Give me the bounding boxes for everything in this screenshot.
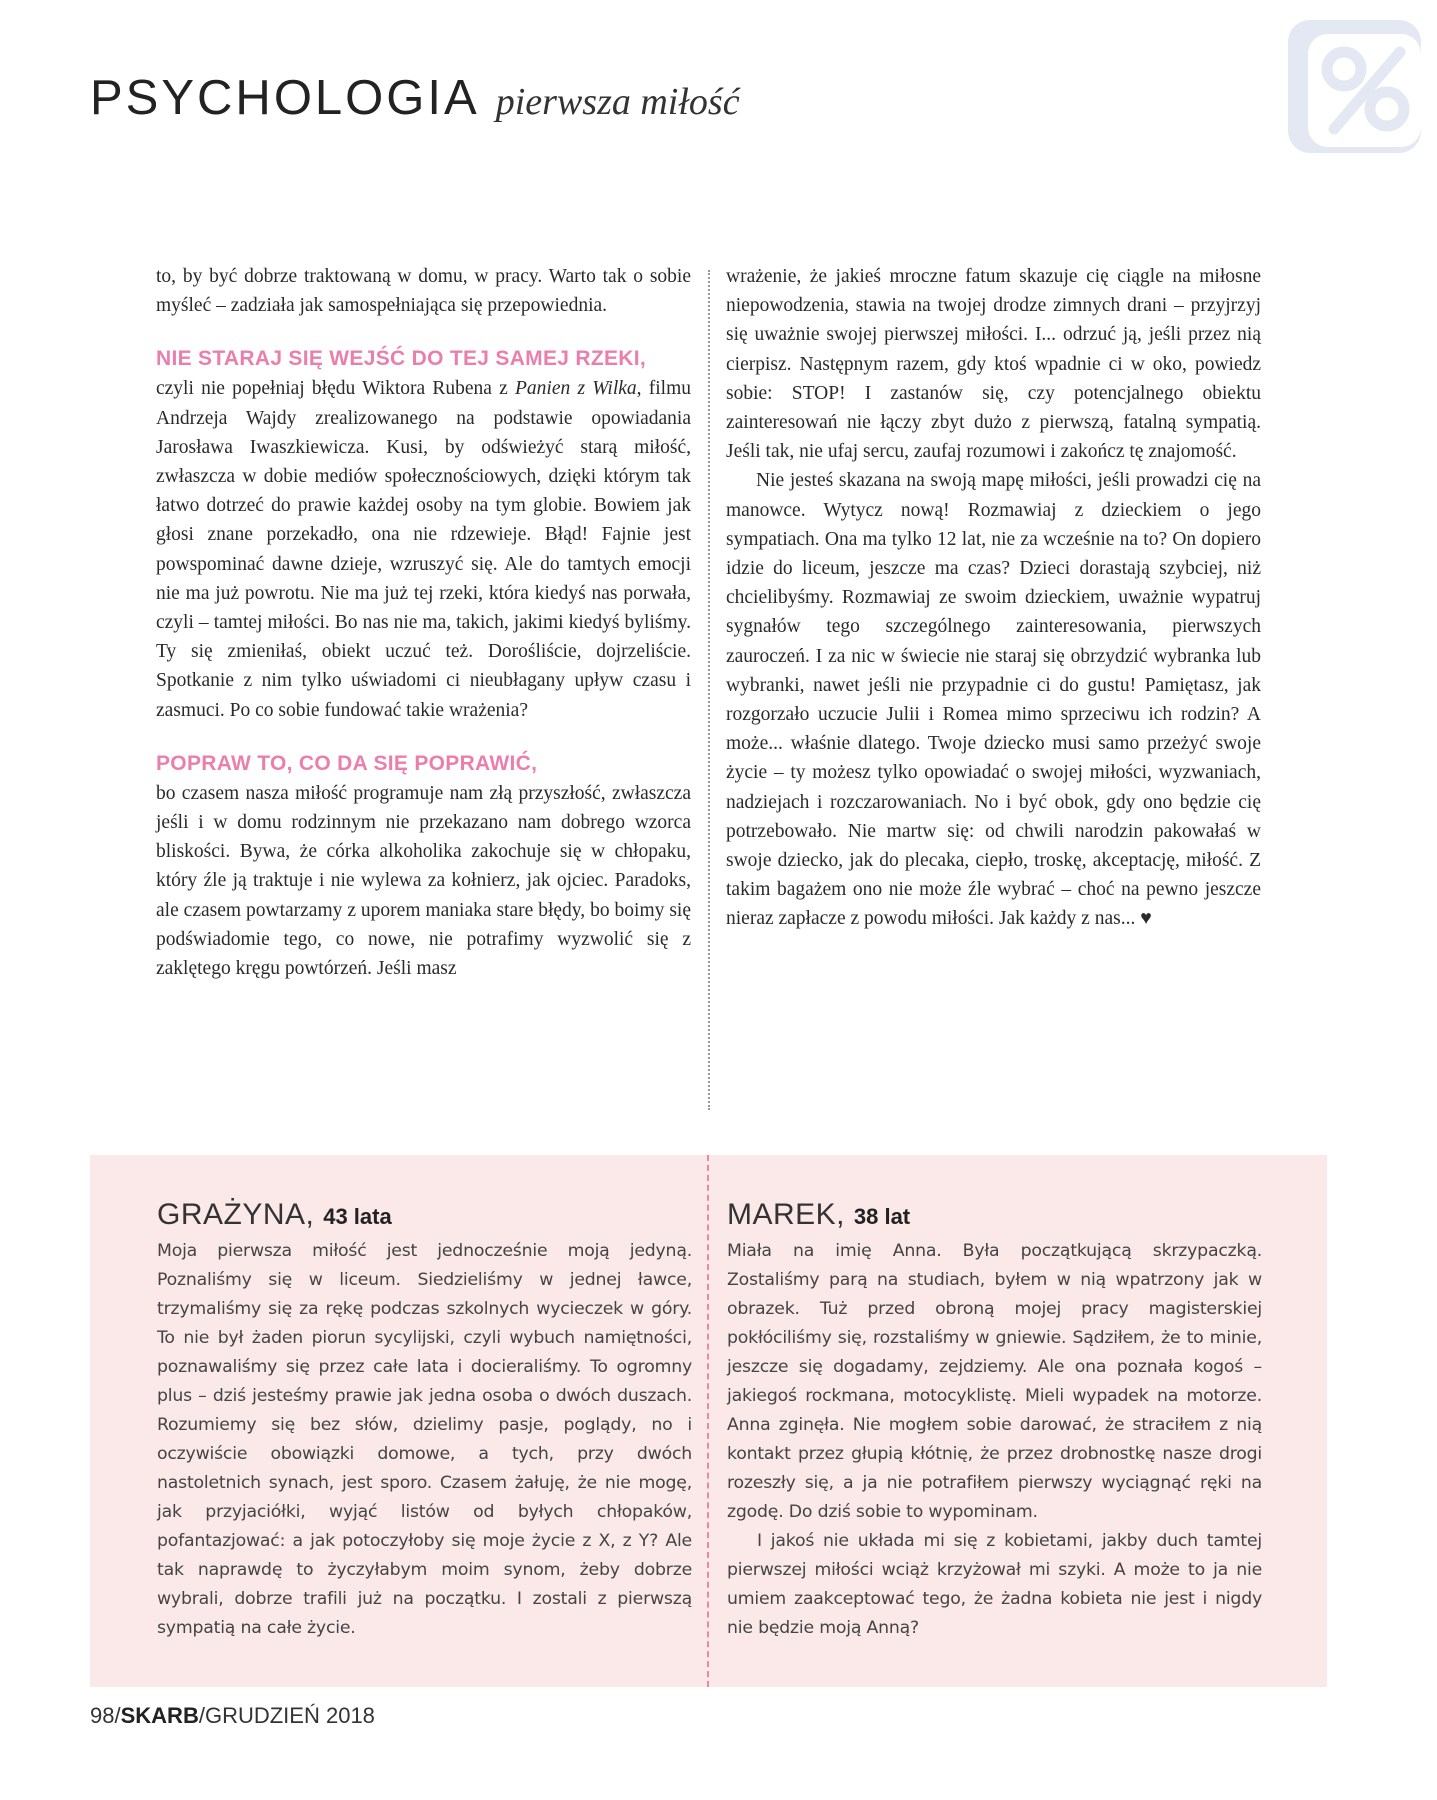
testimonial-text: I jakoś nie układa mi się z kobietami, jakby duch tamtej pierwszej miłości wciąż krzyżował mi szyki. A może to ja nie umiem zaakceptować tego, że żadna kobieta nie jest i nigdy nie będzie moją Anną?: [727, 1531, 1262, 1638]
article-paragraph: bo czasem nasza miłość programuje nam złą przyszłość, zwłaszcza jeśli i w domu rodzinnym nie przekazano nam dobrego wzorca bliskości. Bywa, że córka alkoholika zakochuje się w chłopaku, który źle ją traktuje i nie wylewa za kołnierz, jak ojciec. Paradoks, ale czasem powtarzamy z uporem maniaka stare błędy, bo boimy się podświadomie tego, co nowe, nie potrafimy wyzwolić się z zaklętego kręgu powtórzeń. Jeśli masz: [156, 782, 691, 980]
testimonial-name: MAREK,: [727, 1198, 846, 1231]
testimonial-text: Miała na imię Anna. Była początkującą skrzypaczką. Zostaliśmy parą na studiach, byłem w nią wpatrzony jak w obrazek. Tuż przed obroną mojej pracy magisterskiej pokłóciliśmy się, rozstaliśmy w gniewie. Sądziłem, że to minie, jeszcze się dogadamy, zejdziemy. Ale ona poznała kogoś – jakiegoś rockmana, motocyklistę. Mieli wypadek na motorze. Anna zginęła. Nie mogłem sobie darować, że straciłem z nią kontakt przez głupią kłótnię, że przez drobnostkę nasze drogi rozeszły się, a ja nie potrafiłem pierwszy wyciągnąć ręki na zgodę. Do dziś sobie to wypominam.: [727, 1241, 1262, 1522]
column-divider: [708, 270, 710, 1110]
film-title: Panien z Wilka: [515, 378, 637, 400]
page-header: [90, 70, 740, 126]
testimonial-age: 38 lat: [853, 1204, 911, 1229]
box-divider: [707, 1155, 709, 1687]
article-body: [0, 262, 1437, 1112]
testimonial-text: Moja pierwsza miłość jest jednocześnie moją jedyną. Poznaliśmy się w liceum. Siedzieliśmy w jednej ławce, trzymaliśmy się za rękę podczas szkolnych wycieczek w góry. To nie był żaden piorun sycylijski, czyli wybuch namiętności, poznawaliśmy się przez całe lata i docieraliśmy. To ogromny plus – dziś jesteśmy prawie jak jedna osoba o dwóch duszach. Rozumiemy się bez słów, dzielimy pasje, poglądy, no i oczywiście obowiązki domowe, a tych, przy dwóch nastoletnich synach, jest sporo. Czasem żałuję, że nie mogę, jak przyjaciółki, wyjąć listów od byłych chłopaków, pofantazjować: a jak potoczyłoby się moje życie z X, z Y? Ale tak naprawdę to życzyłabym moim synom, żeby dobrze wybrali, dobrze trafili już na początku. I zostali z pierwszą sympatią na całe życie.: [157, 1241, 692, 1638]
page-number: 98: [90, 1703, 115, 1728]
article-paragraph: to, by być dobrze traktowaną w domu, w pracy. Warto tak o sobie myśleć – zadziała jak samospełniająca się przepowiednia.: [156, 266, 691, 317]
article-paragraph: Nie jesteś skazana na swoją mapę miłości, jeśli prowadzi cię na manowce. Wytycz nową! Rozmawiaj z dzieckiem o jego sympatiach. Ona ma tylko 12 lat, nie za wcześnie na to? On dopiero idzie do liceum, jeszcze ma czas? Dzieci dorastają szybciej, niż chcielibyśmy. Rozmawiaj ze swoim dzieckiem, uważnie wypatruj sygnałów tego szczególnego zainteresowania, pierwszych zauroczeń. I za nic w świecie nie staraj się obrzydzić wybranka lub wybranki, nawet jeśli nie przypadnie ci do gustu! Pamiętasz, jak rozgorzało uczucie Julii i Romea mimo sprzeciwu ich rodzin? A może... właśnie dlatego. Twoje dziecko musi samo przeżyć swoje życie – ty możesz tylko opowiadać o swojej miłości, wyzwaniach, nadziejach i rozczarowaniach. No i być obok, gdy ono będzie cię potrzebowało. Nie martw się: od chwili narodzin pakowałaś w swoje dziecko, jak do plecaka, ciepło, troskę, akceptację, miłość. Z takim bagażem ono nie może źle wybrać – choć na pewno jeszcze nieraz zapłacze z powodu miłości. Jak każdy z nas... ♥: [726, 470, 1261, 930]
testimonial-grazyna: [157, 1197, 692, 1643]
testimonial-heading: [157, 1197, 692, 1235]
testimonial-name: GRAŻYNA,: [157, 1198, 315, 1231]
percent-icon: [1282, 14, 1427, 159]
testimonial-heading: [727, 1197, 1262, 1235]
testimonial-age: 43 lata: [323, 1204, 392, 1229]
article-column-left: [156, 262, 691, 983]
subheading: NIE STARAJ SIĘ WEJŚĆ DO TEJ SAMEJ RZEKI,: [156, 347, 647, 371]
section-title: PSYCHOLOGIA: [90, 71, 480, 125]
heart-icon: ♥: [1140, 908, 1152, 930]
article-paragraph: czyli nie popełniaj błędu Wiktora Rubena z Panien z Wilka, filmu Andrzeja Wajdy zrealizowanego na podstawie opowiadania Jarosława Iwaszkiewicza. Kusi, by odświeżyć starą miłość, zwłaszcza w dobie mediów społecznościowych, dzięki którym tak łatwo dotrzeć do prawie każdej osoby na tym globie. Bowiem jak głosi znane porzekadło, ona nie rdzewieje. Błąd! Fajnie jest powspominać dawne dzieje, wzruszyć się. Ale do tamtych emocji nie ma już powrotu. Nie ma już tej rzeki, która kiedyś nas porwała, czyli – tamtej miłości. Bo nas nie ma, takich, jakimi kiedyś byliśmy. Ty się zmieniłaś, obiekt uczuć też. Dorośliście, dojrzeliście. Spotkanie z nim tylko uświadomi ci nieubłagany upływ czasu i zasmuci. Po co sobie fundować takie wrażenia?: [156, 378, 691, 721]
subheading: POPRAW TO, CO DA SIĘ POPRAWIĆ,: [156, 751, 538, 775]
section-subtitle: pierwsza miłość: [495, 81, 740, 123]
article-paragraph: wrażenie, że jakieś mroczne fatum skazuje cię ciągle na miłosne niepowodzenia, stawia na twojej drodze zimnych drani – przyjrzyj się uważnie swojej pierwszej miłości. I... odrzuć ją, jeśli przez nią cierpisz. Następnym razem, gdy ktoś wpadnie ci w oko, powiedz sobie: STOP! I zastanów się, czy potencjalnego obiektu zainteresowań nie łączy zbyt dużo z pierwszą, fatalną sympatią. Jeśli tak, nie ufaj sercu, zaufaj rozumowi i zakończ tę znajomość.: [726, 266, 1261, 463]
testimonials-box: [90, 1155, 1327, 1687]
testimonial-marek: [727, 1197, 1262, 1643]
article-column-right: [726, 262, 1261, 934]
magazine-brand: SKARB: [120, 1703, 199, 1728]
page-footer: 98/SKARB/GRUDZIEŃ 2018: [90, 1703, 375, 1728]
issue-date: GRUDZIEŃ 2018: [204, 1703, 375, 1728]
